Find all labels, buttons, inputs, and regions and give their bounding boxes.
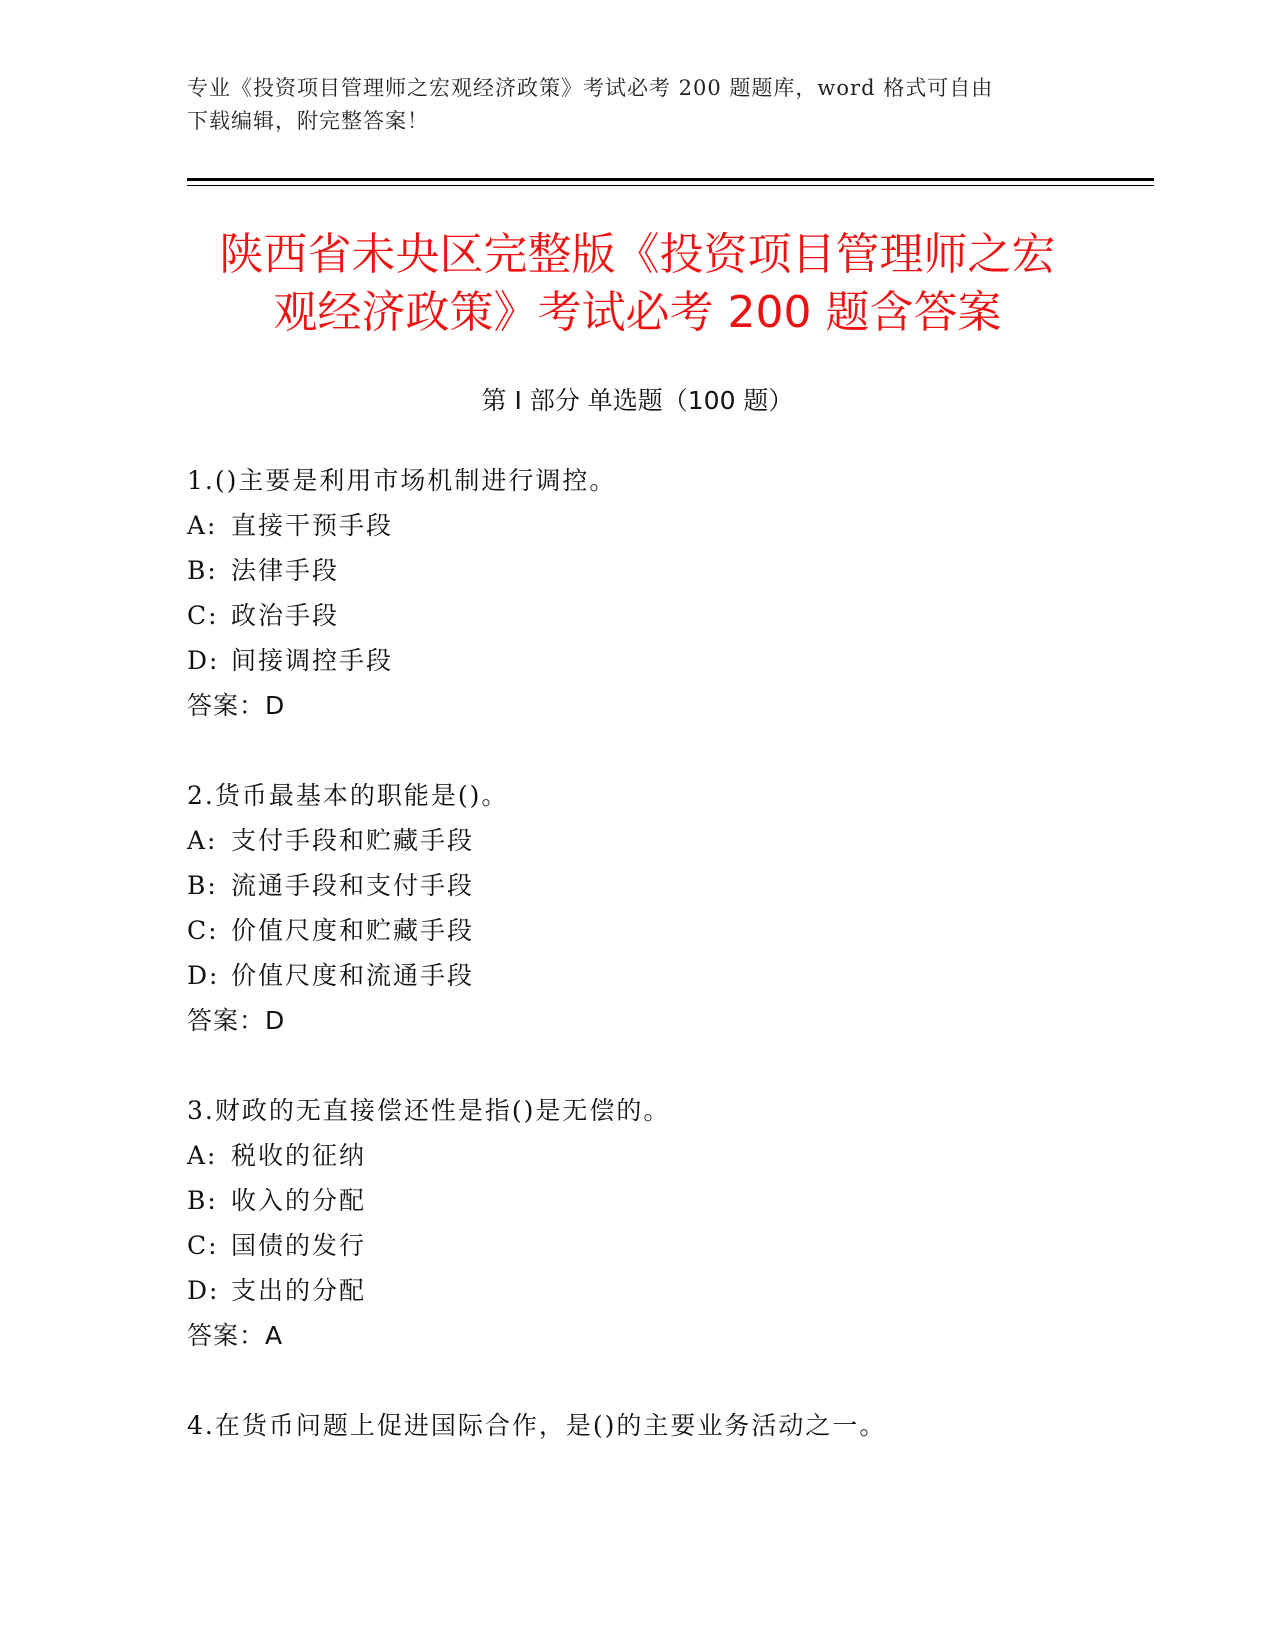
option-a: [187, 818, 1147, 863]
option-d: [187, 638, 1147, 683]
option-text: 流通手段和支付手段: [231, 871, 475, 900]
option-letter: C:: [187, 601, 219, 630]
option-text: 税收的征纳: [231, 1141, 367, 1170]
answer-line: 答案：A: [187, 1321, 284, 1350]
option-a: [187, 1133, 1147, 1178]
option-text: 国债的发行: [231, 1231, 367, 1260]
option-letter: A:: [187, 826, 218, 855]
option-text: 直接干预手段: [231, 511, 394, 540]
option-letter: B:: [187, 871, 218, 900]
question-1: [187, 458, 1147, 728]
answer-line: 答案：D: [187, 1006, 286, 1035]
option-b: [187, 548, 1147, 593]
question-4: [187, 1403, 1147, 1448]
option-b: [187, 1178, 1147, 1223]
option-text: 价值尺度和贮藏手段: [231, 916, 475, 945]
option-letter: A:: [187, 1141, 218, 1170]
option-text: 收入的分配: [231, 1186, 367, 1215]
option-b: [187, 863, 1147, 908]
option-text: 支出的分配: [231, 1276, 367, 1305]
option-text: 间接调控手段: [231, 646, 394, 675]
question-stem: 4.在货币问题上促进国际合作，是()的主要业务活动之一。: [187, 1411, 887, 1440]
option-text: 价值尺度和流通手段: [231, 961, 475, 990]
option-text: 法律手段: [231, 556, 340, 585]
option-d: [187, 953, 1147, 998]
header-divider-thick: [187, 178, 1154, 181]
option-a: [187, 503, 1147, 548]
option-letter: D:: [187, 1276, 220, 1305]
header-divider-thin: [187, 185, 1154, 186]
header-line-1: 专业《投资项目管理师之宏观经济政策》考试必考 200 题题库，word 格式可自由: [187, 76, 994, 100]
option-c: [187, 908, 1147, 953]
option-text: 政治手段: [231, 601, 340, 630]
option-letter: D:: [187, 961, 220, 990]
title-line-2: 观经济政策》考试必考 200 题含答案: [273, 287, 1002, 338]
question-stem: 3.财政的无直接偿还性是指()是无偿的。: [187, 1096, 671, 1125]
option-text: 支付手段和贮藏手段: [231, 826, 475, 855]
option-letter: B:: [187, 1186, 218, 1215]
option-letter: C:: [187, 1231, 219, 1260]
document-header: [187, 72, 1087, 138]
section-title: 第 I 部分 单选题（100 题）: [481, 386, 794, 415]
option-letter: D:: [187, 646, 220, 675]
answer-line: 答案：D: [187, 691, 286, 720]
option-letter: A:: [187, 511, 218, 540]
question-stem: 2.货币最基本的职能是()。: [187, 781, 509, 810]
option-c: [187, 593, 1147, 638]
document-title: [160, 226, 1115, 342]
question-3: [187, 1088, 1147, 1358]
option-c: [187, 1223, 1147, 1268]
option-d: [187, 1268, 1147, 1313]
title-line-1: 陕西省未央区完整版《投资项目管理师之宏: [219, 229, 1056, 280]
option-letter: C:: [187, 916, 219, 945]
question-stem: 1.()主要是利用市场机制进行调控。: [187, 466, 617, 495]
header-line-2: 下载编辑，附完整答案！: [187, 109, 429, 133]
question-2: [187, 773, 1147, 1043]
option-letter: B:: [187, 556, 218, 585]
